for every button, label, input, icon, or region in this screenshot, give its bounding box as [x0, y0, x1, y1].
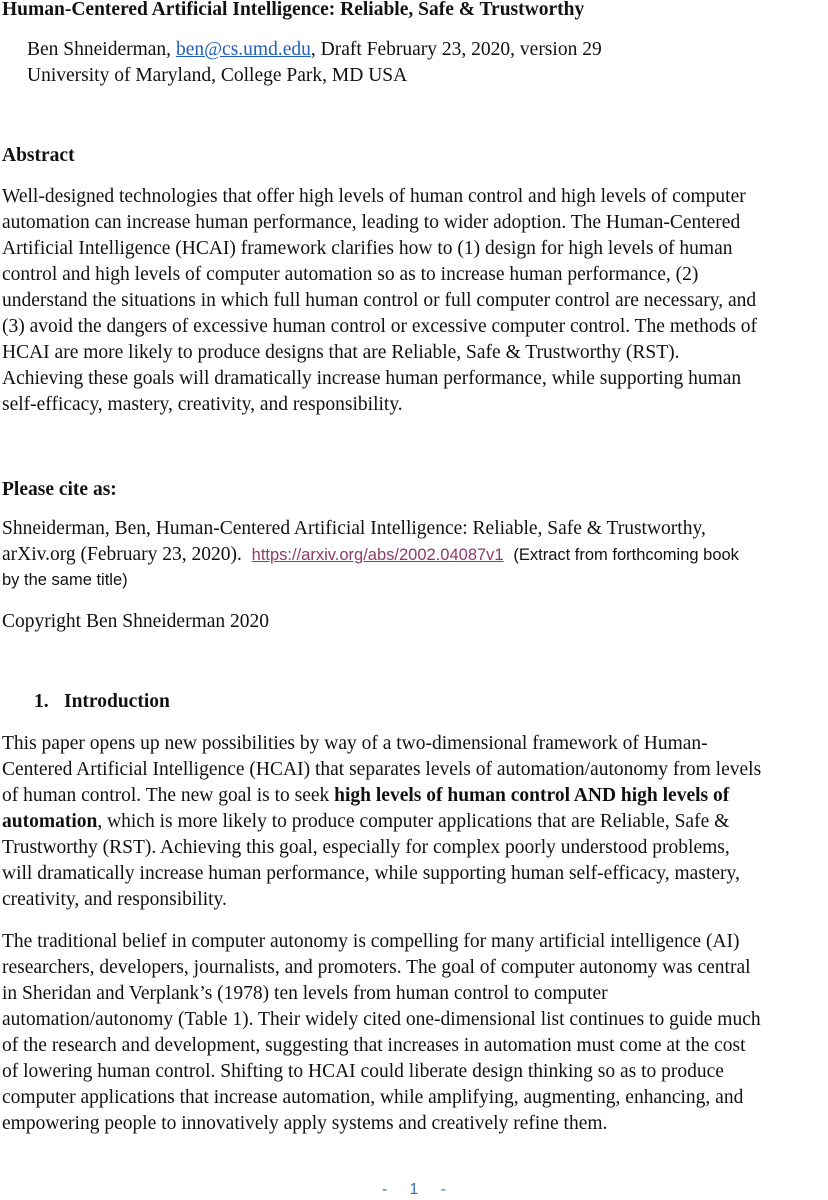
- intro-text: , which is more likely to produce computer applications that are Reliable, Safe &: [97, 811, 730, 832]
- citation-line: [2, 542, 828, 568]
- author-line: [27, 37, 602, 63]
- intro-line: of lowering human control. Shifting to HCAI could liberate design thinking so as to produce: [2, 1061, 724, 1082]
- citation-source: arXiv.org (February 23, 2020).: [2, 544, 242, 565]
- paper-title: Human-Centered Artificial Intelligence: Reliable, Safe & Trustworthy: [2, 0, 585, 20]
- intro-line: Trustworthy (RST). Achieving this goal, especially for complex poorly understood problems,: [2, 837, 730, 858]
- author-affiliation: University of Maryland, College Park, MD USA: [27, 65, 408, 86]
- intro-line: of the research and development, suggesting that increases in automation must come at the cost: [2, 1035, 746, 1056]
- author-name: Ben Shneiderman,: [27, 39, 176, 60]
- arxiv-link[interactable]: https://arxiv.org/abs/2002.04087v1: [251, 546, 504, 564]
- intro-text: of human control. The new goal is to seek: [2, 785, 335, 806]
- abstract-line: Achieving these goals will dramatically increase human performance, while supporting human: [2, 368, 742, 389]
- intro-line: empowering people to innovatively apply systems and creatively refine them.: [2, 1113, 608, 1134]
- abstract-line: understand the situations in which full human control or full computer control are necessary, and: [2, 290, 757, 311]
- intro-line: [2, 783, 828, 809]
- intro-paragraph-1: [2, 731, 828, 913]
- intro-line: in Sheridan and Verplank’s (1978) ten levels from human control to computer: [2, 983, 608, 1004]
- abstract-text: [2, 184, 828, 418]
- intro-line: will dramatically increase human performance, while supporting human self-efficacy, mastery,: [2, 863, 740, 884]
- draft-info: , Draft February 23, 2020, version 29: [310, 39, 602, 60]
- intro-line: Centered Artificial Intelligence (HCAI) that separates levels of automation/autonomy from levels: [2, 759, 762, 780]
- citation-extract-note: (Extract from forthcoming book: [513, 546, 739, 564]
- intro-line: The traditional belief in computer autonomy is compelling for many artificial intelligence (AI): [2, 931, 740, 952]
- citation-line: Shneiderman, Ben, Human-Centered Artificial Intelligence: Reliable, Safe & Trustworthy,: [2, 518, 706, 539]
- copyright-notice: Copyright Ben Shneiderman 2020: [2, 611, 270, 632]
- abstract-line: self-efficacy, mastery, creativity, and responsibility.: [2, 394, 403, 415]
- abstract-line: (3) avoid the dangers of excessive human control or excessive computer control. The methods of: [2, 316, 758, 337]
- citation-heading: Please cite as:: [2, 479, 117, 500]
- abstract-line: HCAI are more likely to produce designs that are Reliable, Safe & Trustworthy (RST).: [2, 342, 680, 363]
- abstract-line: automation can increase human performance, leading to wider adoption. The Human-Centered: [2, 212, 741, 233]
- intro-line: This paper opens up new possibilities by way of a two-dimensional framework of Human-: [2, 733, 708, 754]
- intro-paragraph-2: [2, 929, 828, 1137]
- section-title: Introduction: [64, 691, 170, 712]
- introduction-heading: [34, 690, 170, 714]
- section-number: 1.: [34, 691, 49, 712]
- abstract-heading: Abstract: [2, 145, 75, 166]
- citation-text: [2, 516, 828, 592]
- intro-emphasis: high levels of human control AND high levels of: [334, 785, 730, 806]
- author-block: [27, 37, 602, 89]
- intro-line: computer applications that increase automation, while amplifying, augmenting, enhancing, and: [2, 1087, 744, 1108]
- intro-line: [2, 809, 828, 835]
- abstract-line: Artificial Intelligence (HCAI) framework clarifies how to (1) design for high levels of human: [2, 238, 733, 259]
- citation-extract-note-cont: by the same title): [2, 571, 128, 589]
- intro-line: automation/autonomy (Table 1). Their widely cited one-dimensional list continues to guide much: [2, 1009, 761, 1030]
- page-number: - 1 -: [381, 1181, 446, 1198]
- intro-emphasis: automation: [2, 811, 98, 832]
- author-email-link[interactable]: ben@cs.umd.edu: [175, 39, 311, 60]
- abstract-line: control and high levels of computer automation so as to increase human performance, (2): [2, 264, 699, 285]
- abstract-line: Well-designed technologies that offer high levels of human control and high levels of computer: [2, 186, 746, 207]
- intro-line: researchers, developers, journalists, and promoters. The goal of computer autonomy was central: [2, 957, 751, 978]
- intro-line: creativity, and responsibility.: [2, 889, 227, 910]
